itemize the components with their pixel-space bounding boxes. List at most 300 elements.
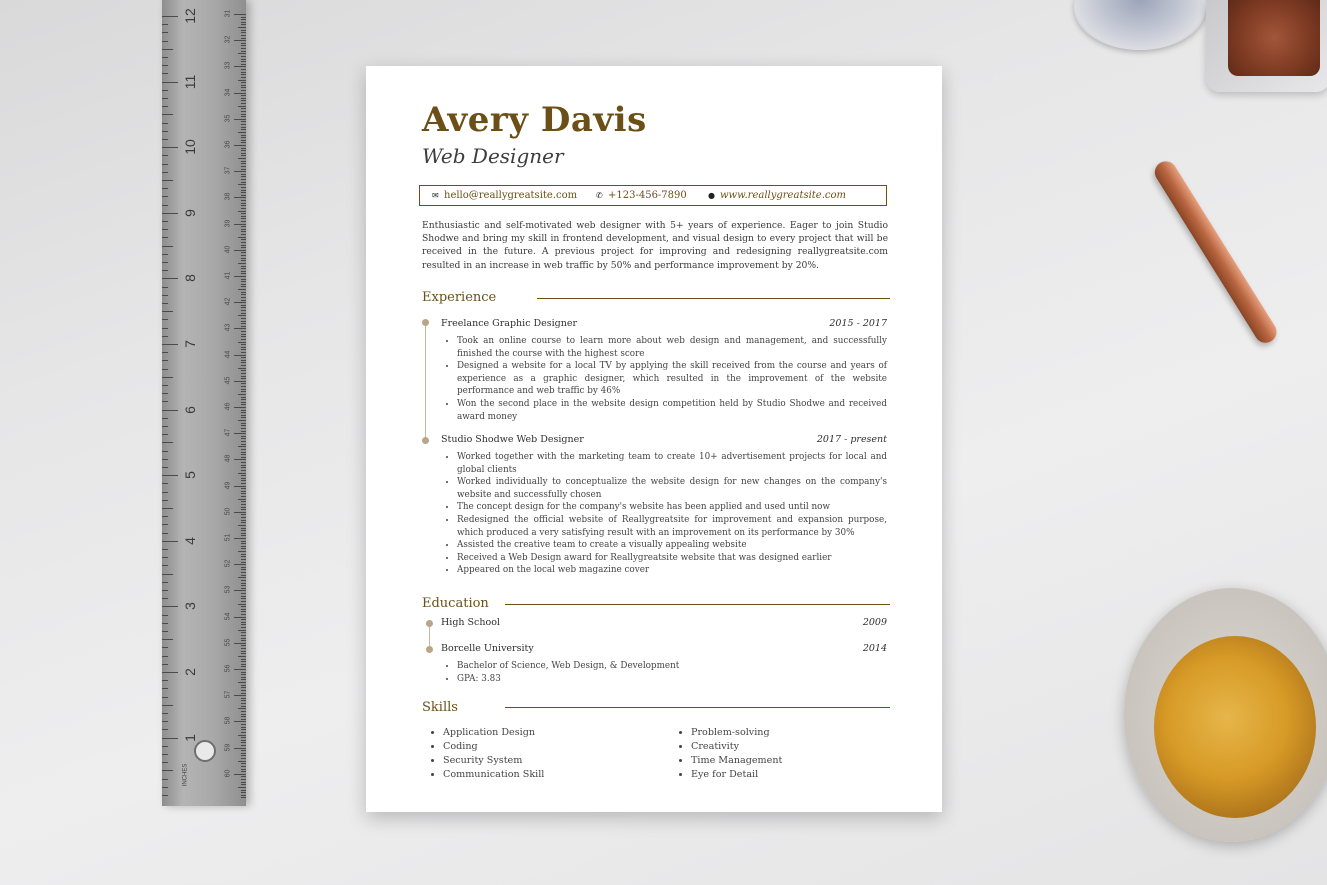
ruler-mm-tick	[241, 116, 246, 117]
ruler-mm-tick	[241, 140, 246, 141]
ruler-mm-tick	[234, 459, 246, 460]
ruler-mm-tick	[238, 473, 246, 474]
ruler-minor-tick	[162, 647, 168, 648]
globe-icon: ●	[708, 191, 715, 200]
ruler-mm-tick	[241, 763, 246, 764]
ruler-cm-number: 38	[224, 193, 232, 201]
ruler-mm-tick	[241, 659, 246, 660]
ruler-minor-tick	[162, 295, 168, 296]
ruler-mm-tick	[241, 195, 246, 196]
ruler-mm-tick	[241, 478, 246, 479]
ruler-cm-number: 47	[224, 428, 232, 437]
ruler-minor-tick	[162, 779, 168, 780]
ruler-mm-tick	[241, 711, 246, 712]
ruler-mm-tick	[241, 559, 246, 560]
ruler-mm-tick	[241, 17, 246, 18]
ruler-mm-tick	[241, 45, 246, 46]
ruler-mm-tick	[241, 32, 246, 33]
ruler-mm-tick	[241, 651, 246, 652]
ruler-mm-tick	[241, 397, 246, 398]
ruler-mm-tick	[241, 766, 246, 767]
ruler-mm-tick	[241, 402, 246, 403]
ruler-inch-number: 4	[182, 536, 198, 545]
skill-item: • Eye for Detail	[691, 768, 782, 782]
ruler-mm-tick	[241, 782, 246, 783]
ruler-mm-tick	[241, 509, 246, 510]
ruler-mm-tick	[241, 307, 246, 308]
ruler-inch-tick	[162, 475, 178, 476]
ruler-mm-tick	[241, 386, 246, 387]
ruler-cm-number: 32	[224, 35, 232, 44]
glass-bowl	[1074, 0, 1206, 50]
ruler-minor-tick	[162, 762, 168, 763]
ruler-minor-tick	[162, 770, 173, 771]
experience-bullet: • The concept design for the company's website has been applied and used until now	[457, 501, 887, 514]
ruler-mm-tick	[241, 687, 246, 688]
ruler-minor-tick	[162, 377, 173, 378]
ruler-mm-tick	[241, 619, 246, 620]
ruler-mm-tick	[241, 292, 246, 293]
ruler-mm-tick	[241, 674, 246, 675]
ruler-mm-tick	[241, 698, 246, 699]
ruler-mm-tick	[241, 221, 246, 222]
ruler-minor-tick	[162, 196, 168, 197]
experience-bullets	[441, 451, 887, 577]
ruler-mm-tick	[238, 106, 246, 107]
ruler-mm-tick	[241, 452, 246, 453]
ruler-mm-tick	[241, 797, 246, 798]
contact-phone[interactable]	[596, 190, 687, 201]
ruler-minor-tick	[162, 328, 168, 329]
ruler-mm-tick	[241, 59, 246, 60]
ruler-mm-tick	[241, 640, 246, 641]
ruler-mm-tick	[241, 373, 246, 374]
ruler-mm-tick	[234, 171, 246, 172]
ruler-minor-tick	[162, 303, 168, 304]
ruler-inch-number: 12	[182, 8, 198, 24]
ruler-cm-number: 34	[224, 88, 232, 96]
ruler-minor-tick	[162, 65, 168, 66]
ruler-mm-tick	[241, 653, 246, 654]
ruler-mm-tick	[238, 656, 246, 657]
ruler-mm-tick	[241, 242, 246, 243]
ruler-mm-tick	[241, 74, 246, 75]
ruler-mm-tick	[241, 166, 246, 167]
ruler-mm-tick	[234, 276, 246, 277]
ruler-mm-tick	[241, 504, 246, 505]
experience-bullet: • Took an online course to learn more about web design and management, and successfully finished the course with the highest score	[457, 335, 887, 360]
ruler-mm-tick	[241, 740, 246, 741]
ruler-inch-tick	[162, 213, 178, 214]
ruler-mm-tick	[241, 239, 246, 240]
ruler-mm-tick	[241, 90, 246, 91]
ruler-mm-tick	[241, 501, 246, 502]
ruler-minor-tick	[162, 418, 168, 419]
ruler-mm-tick	[241, 24, 246, 25]
ruler-minor-tick	[162, 319, 168, 320]
ruler-mm-tick	[238, 263, 246, 264]
ruler-minor-tick	[162, 369, 168, 370]
ruler-inch-number: 11	[182, 74, 198, 89]
ruler-mm-tick	[234, 119, 246, 120]
ruler-mm-tick	[241, 583, 246, 584]
ruler-mm-tick	[241, 103, 246, 104]
ruler-mm-tick	[238, 420, 246, 421]
ruler-mm-tick	[241, 203, 246, 204]
ruler-mm-tick	[241, 169, 246, 170]
ruler-mm-tick	[241, 313, 246, 314]
skills-rule	[505, 707, 890, 708]
ruler-mm-tick	[241, 535, 246, 536]
ruler-mm-tick	[241, 769, 246, 770]
ruler-mm-tick	[241, 182, 246, 183]
experience-bullet: • Received a Web Design award for Reallygreatsite website that was designed earlier	[457, 552, 887, 565]
ruler-minor-tick	[162, 787, 168, 788]
ruler-minor-tick	[162, 32, 168, 33]
ruler-mm-tick	[241, 51, 246, 52]
phone-icon: ✆	[596, 191, 603, 200]
ruler-minor-tick	[162, 516, 168, 517]
experience-role: Freelance Graphic Designer	[441, 318, 578, 329]
ruler-mm-tick	[241, 548, 246, 549]
ruler-mm-tick	[234, 564, 246, 565]
contact-website-text: www.reallygreatsite.com	[720, 190, 847, 201]
experience-item	[441, 318, 887, 423]
ruler-mm-tick	[238, 53, 246, 54]
ruler-mm-tick	[241, 349, 246, 350]
ruler-mm-tick	[241, 598, 246, 599]
ruler-inch-tick	[162, 16, 178, 17]
ruler-minor-tick	[162, 721, 168, 722]
ruler-mm-tick	[241, 347, 246, 348]
ruler-mm-tick	[241, 575, 246, 576]
ruler-mm-tick	[241, 554, 246, 555]
ruler-mm-tick	[234, 695, 246, 696]
ruler-minor-tick	[162, 639, 173, 640]
ruler-mm-tick	[241, 114, 246, 115]
ruler-mm-tick	[241, 56, 246, 57]
education-bullet: • Bachelor of Science, Web Design, & Development	[457, 660, 887, 673]
ruler-minor-tick	[162, 90, 168, 91]
experience-item-header	[441, 434, 887, 448]
ruler-mm-tick	[234, 381, 246, 382]
ruler-mm-tick	[241, 378, 246, 379]
ruler-mm-tick	[241, 493, 246, 494]
skill-item: • Coding	[443, 740, 544, 754]
education-bullets	[441, 660, 887, 685]
ruler-cm-number: 59	[224, 743, 232, 751]
timeline-dot	[426, 646, 433, 653]
ruler-mm-tick	[241, 410, 246, 411]
ruler-mm-tick	[238, 237, 246, 238]
ruler-mm-tick	[241, 679, 246, 680]
ruler-mm-tick	[234, 617, 246, 618]
ruler-mm-tick	[234, 433, 246, 434]
ruler-mm-tick	[241, 271, 246, 272]
ruler-mm-tick	[241, 200, 246, 201]
envelope-icon: ✉	[432, 191, 439, 200]
contact-website[interactable]	[708, 190, 846, 201]
ruler-mm-tick	[241, 750, 246, 751]
contact-email-text: hello@reallygreatsite.com	[444, 190, 578, 201]
ruler-minor-tick	[162, 795, 168, 796]
ruler-minor-tick	[162, 205, 168, 206]
ruler-mm-tick	[241, 784, 246, 785]
ruler-mm-tick	[241, 483, 246, 484]
ruler-mm-tick	[241, 444, 246, 445]
ruler-mm-tick	[241, 417, 246, 418]
resume-page	[366, 66, 942, 812]
resume-job-title: Web Designer	[422, 144, 564, 168]
ruler-mm-tick	[241, 137, 246, 138]
experience-bullet: • Worked together with the marketing team to create 10+ advertisement projects for local and global clients	[457, 451, 887, 476]
ruler-mm-tick	[238, 368, 246, 369]
ruler-mm-tick	[241, 87, 246, 88]
ruler-minor-tick	[162, 123, 168, 124]
ruler-mm-tick	[241, 111, 246, 112]
ruler-cm-number: 39	[224, 219, 232, 227]
ruler-mm-tick	[241, 108, 246, 109]
ruler-minor-tick	[162, 590, 168, 591]
ruler-mm-tick	[241, 273, 246, 274]
ruler-mm-tick	[241, 727, 246, 728]
ruler-minor-tick	[162, 467, 168, 468]
ruler-minor-tick	[162, 680, 168, 681]
ruler-minor-tick	[162, 459, 168, 460]
ruler-mm-tick	[241, 753, 246, 754]
skill-item: • Communication Skill	[443, 768, 544, 782]
ruler-cm-number: 35	[224, 114, 232, 123]
ruler-mm-tick	[241, 779, 246, 780]
education-item	[441, 617, 887, 631]
ruler-mm-tick	[241, 323, 246, 324]
education-school: High School	[441, 617, 500, 628]
education-year: 2014	[862, 643, 887, 654]
ruler-mm-tick	[238, 761, 246, 762]
timeline-dot	[422, 437, 429, 444]
ruler-mm-tick	[241, 362, 246, 363]
skill-item: • Problem-solving	[691, 726, 782, 740]
ruler-minor-tick	[162, 426, 168, 427]
education-item-header	[441, 617, 887, 631]
ruler-mm-tick	[238, 735, 246, 736]
ruler-mm-tick	[238, 80, 246, 81]
ruler-mm-tick	[241, 318, 246, 319]
ruler-mm-tick	[241, 664, 246, 665]
ruler-mm-tick	[241, 475, 246, 476]
ruler-mm-tick	[241, 685, 246, 686]
ruler-mm-tick	[241, 234, 246, 235]
ruler-mm-tick	[238, 27, 246, 28]
ruler-minor-tick	[162, 336, 168, 337]
ruler-mm-tick	[234, 407, 246, 408]
ruler-mm-tick	[241, 706, 246, 707]
ruler-mm-tick	[241, 491, 246, 492]
ruler-mm-tick	[241, 334, 246, 335]
ruler-minor-tick	[162, 229, 168, 230]
ruler-mm-tick	[241, 528, 246, 529]
ruler-mm-tick	[241, 161, 246, 162]
ruler-mm-tick	[238, 499, 246, 500]
contact-email[interactable]	[432, 190, 577, 201]
ruler-mm-tick	[234, 669, 246, 670]
ruler-minor-tick	[162, 114, 173, 115]
ruler-mm-tick	[241, 449, 246, 450]
ruler-mm-tick	[241, 255, 246, 256]
experience-heading: Experience	[422, 290, 497, 305]
ruler-mm-tick	[234, 145, 246, 146]
ruler-mm-tick	[241, 383, 246, 384]
ruler-minor-tick	[162, 41, 168, 42]
ruler-mm-tick	[241, 690, 246, 691]
ruler-inch-number: 2	[182, 668, 198, 676]
ruler-mm-tick	[241, 795, 246, 796]
ruler-mm-tick	[241, 286, 246, 287]
ruler-mm-tick	[241, 470, 246, 471]
ruler-minor-tick	[162, 237, 168, 238]
ruler-mm-tick	[241, 163, 246, 164]
ruler-mm-tick	[241, 344, 246, 345]
ruler-mm-tick	[241, 231, 246, 232]
ruler-mm-tick	[241, 142, 246, 143]
ruler-inch-tick	[162, 344, 178, 345]
ruler-mm-tick	[241, 729, 246, 730]
ruler-cm-number: 42	[224, 297, 232, 306]
ruler-mm-tick	[241, 305, 246, 306]
ruler-mm-tick	[241, 569, 246, 570]
ruler-mm-tick	[234, 355, 246, 356]
education-year: 2009	[862, 617, 887, 628]
ruler-minor-tick	[162, 106, 168, 107]
ruler-mm-tick	[241, 404, 246, 405]
ruler-mm-tick	[241, 258, 246, 259]
ruler-minor-tick	[162, 615, 168, 616]
ruler-minor-tick	[162, 221, 168, 222]
ruler-mm-tick	[238, 184, 246, 185]
ruler-inch-number: 8	[182, 274, 198, 283]
ruler-mm-tick	[241, 624, 246, 625]
education-item-header	[441, 643, 887, 657]
ruler-minor-tick	[162, 598, 168, 599]
education-item	[441, 643, 887, 685]
ruler-cm-number: 45	[224, 376, 232, 385]
ruler-inch-number: 7	[182, 340, 198, 348]
ruler-mm-tick	[238, 315, 246, 316]
experience-bullet: • Appeared on the local web magazine cover	[457, 564, 887, 577]
ruler-cm-number: 33	[224, 62, 232, 70]
ruler-minor-tick	[162, 524, 168, 525]
ruler-mm-tick	[241, 415, 246, 416]
ruler-mm-tick	[241, 776, 246, 777]
ruler-mm-tick	[241, 129, 246, 130]
ruler-mm-tick	[241, 155, 246, 156]
ruler-mm-tick	[241, 541, 246, 542]
ruler-inch-number: 3	[182, 602, 198, 611]
ruler-mm-tick	[234, 197, 246, 198]
ruler-mm-tick	[241, 703, 246, 704]
resume-name: Avery Davis	[422, 100, 647, 140]
ruler-mm-tick	[241, 638, 246, 639]
ruler-inch-number: 10	[182, 139, 198, 155]
summary-paragraph: Enthusiastic and self-motivated web designer with 5+ years of experience. Eager to join Studio Shodwe and bring my skill in frontend development, and visual design to every project that will be received in the future. A previous project for improving and redesigning reallygreatsite.com resulted in an increase in web traffic by 50% and performance improvement by 20%.	[422, 220, 888, 271]
ruler-mm-tick	[241, 124, 246, 125]
ruler-mm-tick	[241, 755, 246, 756]
ruler-mm-tick	[241, 205, 246, 206]
ruler-mm-tick	[234, 486, 246, 487]
experience-bullet: • Redesigned the official website of Reallygreatsite for improvement and expansion purpose, which produced a very satisfying result with an improvement on its performance by 30%	[457, 514, 887, 539]
skills-list-left	[423, 726, 544, 782]
ruler-minor-tick	[162, 713, 168, 714]
ruler-mm-tick	[241, 22, 246, 23]
ruler-minor-tick	[162, 246, 173, 247]
ruler-minor-tick	[162, 287, 168, 288]
ruler-mm-tick	[241, 423, 246, 424]
ruler-mm-tick	[241, 365, 246, 366]
ruler-inch-number: 6	[182, 405, 198, 414]
ruler-inch-number: 5	[182, 471, 198, 480]
ruler-mm-tick	[238, 394, 246, 395]
ruler-cm-number: 56	[224, 664, 232, 673]
ruler-mm-tick	[241, 48, 246, 49]
ruler-mm-tick	[238, 630, 246, 631]
ruler-mm-tick	[241, 672, 246, 673]
ruler-mm-tick	[241, 546, 246, 547]
ruler-mm-tick	[241, 580, 246, 581]
ruler-mm-tick	[241, 268, 246, 269]
ruler-cm-number: 43	[224, 324, 232, 332]
ruler-mm-tick	[241, 148, 246, 149]
ruler-minor-tick	[162, 172, 168, 173]
ruler-mm-tick	[241, 174, 246, 175]
ruler-mm-tick	[241, 64, 246, 65]
ruler-minor-tick	[162, 442, 173, 443]
skills-list-right	[671, 726, 782, 782]
ruler-mm-tick	[241, 226, 246, 227]
ruler-mm-tick	[241, 588, 246, 589]
ruler-minor-tick	[162, 623, 168, 624]
ruler-cm-number: 50	[224, 507, 232, 516]
ruler-mm-tick	[241, 737, 246, 738]
ruler-mm-tick	[234, 93, 246, 94]
ruler-inch-number: 1	[182, 733, 198, 742]
skill-item: • Security System	[443, 754, 544, 768]
ruler-mm-tick	[241, 216, 246, 217]
ruler-mm-tick	[241, 533, 246, 534]
ruler-mm-tick	[241, 252, 246, 253]
experience-item-header	[441, 318, 887, 332]
ruler-minor-tick	[162, 688, 168, 689]
ruler-mm-tick	[241, 517, 246, 518]
ruler-mm-tick	[241, 176, 246, 177]
ruler-mm-tick	[241, 187, 246, 188]
coffee-cup	[1124, 588, 1327, 842]
ruler-mm-tick	[241, 454, 246, 455]
ruler-mm-tick	[241, 19, 246, 20]
ruler-mm-tick	[241, 792, 246, 793]
ruler-cm-number: 37	[224, 166, 232, 175]
ruler-mm-tick	[241, 648, 246, 649]
experience-bullet: • Won the second place in the website design competition held by Studio Shodwe and received award money	[457, 398, 887, 423]
ruler-mm-tick	[241, 192, 246, 193]
ruler-mm-tick	[241, 425, 246, 426]
ruler-mm-tick	[241, 95, 246, 96]
ruler-mm-tick	[238, 604, 246, 605]
ruler-mm-tick	[241, 562, 246, 563]
ruler-cm-number: 31	[224, 9, 232, 18]
ruler-inch-number: 9	[182, 208, 198, 217]
ruler-mm-tick	[241, 556, 246, 557]
ruler-mm-tick	[234, 302, 246, 303]
